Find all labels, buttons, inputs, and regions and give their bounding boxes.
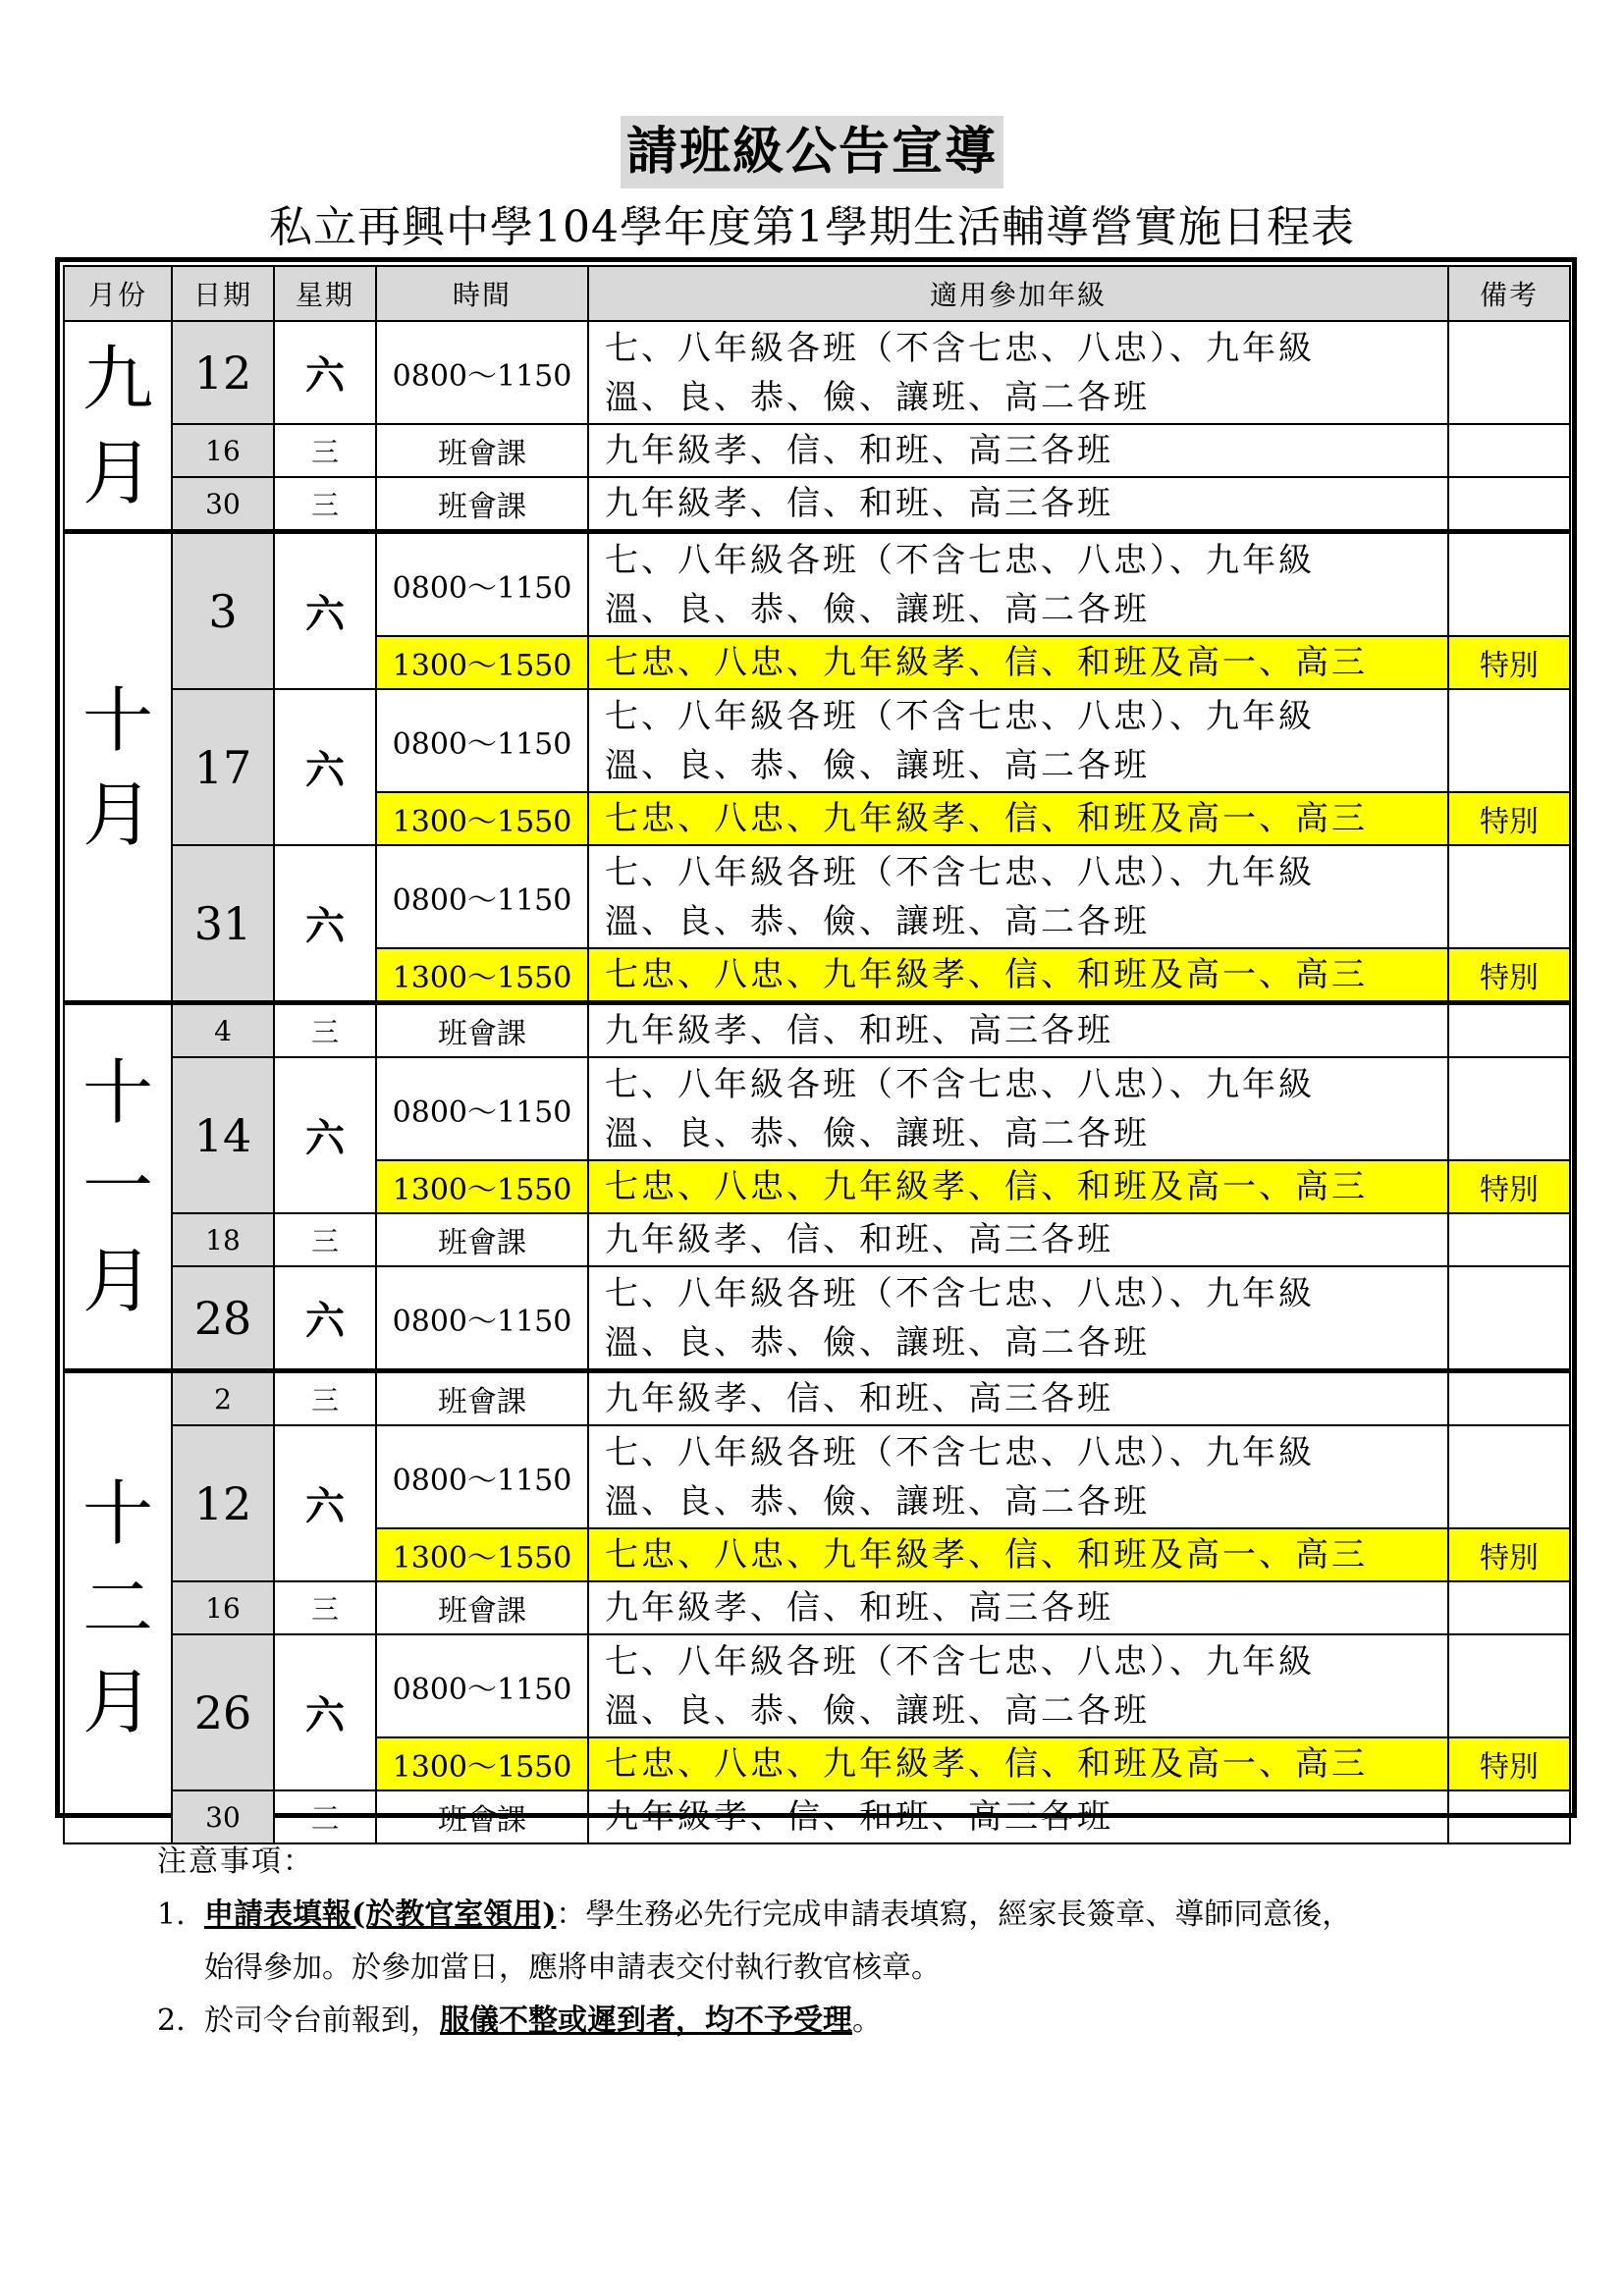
date-cell: 18 <box>172 1213 274 1266</box>
time-cell: 0800～1150 <box>376 532 588 637</box>
note-item-1 <box>157 1889 1551 1995</box>
grades-cell: 九年級孝、信、和班、高三各班 <box>588 477 1448 532</box>
note-text: 。 <box>852 2003 882 2038</box>
grades-cell: 七、八年級各班（不含七忠、八忠）、九年級 溫、良、恭、儉、讓班、高二各班 <box>588 1057 1448 1160</box>
weekday-cell: 三 <box>274 424 376 477</box>
note-cell <box>1448 1213 1570 1266</box>
table-row <box>64 1581 1570 1634</box>
grades-cell: 九年級孝、信、和班、高三各班 <box>588 1003 1448 1058</box>
weekday-cell: 六 <box>274 845 376 1003</box>
note-cell: 特別 <box>1448 1160 1570 1213</box>
grades-cell: 九年級孝、信、和班、高三各班 <box>588 1581 1448 1634</box>
note-cell <box>1448 1634 1570 1737</box>
note-emphasis: 服儀不整或遲到者，均不予受理 <box>440 2003 852 2038</box>
table-row <box>64 532 1570 637</box>
note-cell: 特別 <box>1448 948 1570 1003</box>
time-cell: 班會課 <box>376 1213 588 1266</box>
notes-section <box>157 1836 1551 2048</box>
table-row <box>64 1213 1570 1266</box>
header-weekday: 星期 <box>274 266 376 321</box>
grades-cell: 九年級孝、信、和班、高三各班 <box>588 1790 1448 1843</box>
note-cell <box>1448 477 1570 532</box>
grades-cell: 七忠、八忠、九年級孝、信、和班及高一、高三 <box>588 636 1448 689</box>
table-row <box>64 1266 1570 1371</box>
table-row <box>64 1003 1570 1058</box>
date-cell: 4 <box>172 1003 274 1058</box>
grades-cell: 七、八年級各班（不含七忠、八忠）、九年級 溫、良、恭、儉、讓班、高二各班 <box>588 321 1448 424</box>
note-cell <box>1448 1003 1570 1058</box>
grades-cell: 七、八年級各班（不含七忠、八忠）、九年級 溫、良、恭、儉、讓班、高二各班 <box>588 1425 1448 1528</box>
grades-cell: 七、八年級各班（不含七忠、八忠）、九年級 溫、良、恭、儉、讓班、高二各班 <box>588 1634 1448 1737</box>
time-cell: 0800～1150 <box>376 845 588 948</box>
table-row <box>64 1057 1570 1160</box>
note-cell <box>1448 1581 1570 1634</box>
note-cell <box>1448 424 1570 477</box>
table-row <box>64 845 1570 948</box>
header-note: 備考 <box>1448 266 1570 321</box>
grades-cell: 七、八年級各班（不含七忠、八忠）、九年級 溫、良、恭、儉、讓班、高二各班 <box>588 1266 1448 1371</box>
note-number: 1. <box>157 1897 186 1932</box>
date-cell: 31 <box>172 845 274 1003</box>
time-cell: 1300～1550 <box>376 792 588 845</box>
note-emphasis: 申請表填報(於教官室領用) <box>204 1897 557 1932</box>
header-time: 時間 <box>376 266 588 321</box>
weekday-cell: 六 <box>274 532 376 690</box>
document-title: 私立再興中學104學年度第1學期生活輔導營實施日程表 <box>269 202 1355 252</box>
weekday-cell: 三 <box>274 1003 376 1058</box>
time-cell: 班會課 <box>376 1790 588 1843</box>
note-cell: 特別 <box>1448 636 1570 689</box>
note-cell <box>1448 321 1570 424</box>
notes-heading: 注意事項： <box>157 1844 314 1879</box>
table-row <box>64 477 1570 532</box>
month-cell-october: 十 月 <box>64 532 172 1003</box>
note-cell <box>1448 1266 1570 1371</box>
date-cell: 12 <box>172 321 274 424</box>
weekday-cell: 三 <box>274 1790 376 1843</box>
note-text: 於司令台前報到， <box>204 2003 440 2038</box>
grades-cell: 七、八年級各班（不含七忠、八忠）、九年級 溫、良、恭、儉、讓班、高二各班 <box>588 689 1448 792</box>
time-cell: 1300～1550 <box>376 948 588 1003</box>
note-cell: 特別 <box>1448 792 1570 845</box>
time-cell: 1300～1550 <box>376 1160 588 1213</box>
header-date: 日期 <box>172 266 274 321</box>
note-number: 2. <box>157 2003 186 2038</box>
note-cell <box>1448 532 1570 637</box>
note-cell <box>1448 845 1570 948</box>
notice-title: 請班級公告宣導 <box>621 116 1003 188</box>
schedule-table <box>63 265 1571 1844</box>
time-cell: 0800～1150 <box>376 1057 588 1160</box>
weekday-cell: 六 <box>274 321 376 424</box>
note-text: ：學生務必先行完成申請表填寫，經家長簽章、導師同意後， <box>556 1897 1352 1932</box>
time-cell: 0800～1150 <box>376 321 588 424</box>
header-grades: 適用參加年級 <box>588 266 1448 321</box>
date-cell: 12 <box>172 1425 274 1581</box>
grades-cell: 七忠、八忠、九年級孝、信、和班及高一、高三 <box>588 1737 1448 1790</box>
weekday-cell: 六 <box>274 1057 376 1213</box>
grades-cell: 九年級孝、信、和班、高三各班 <box>588 1213 1448 1266</box>
weekday-cell: 六 <box>274 1425 376 1581</box>
note-cell <box>1448 1057 1570 1160</box>
time-cell: 0800～1150 <box>376 689 588 792</box>
note-cell <box>1448 689 1570 792</box>
weekday-cell: 六 <box>274 1266 376 1371</box>
grades-cell: 九年級孝、信、和班、高三各班 <box>588 1371 1448 1426</box>
time-cell: 班會課 <box>376 424 588 477</box>
weekday-cell: 三 <box>274 1581 376 1634</box>
time-cell: 1300～1550 <box>376 1737 588 1790</box>
grades-cell: 七忠、八忠、九年級孝、信、和班及高一、高三 <box>588 1528 1448 1581</box>
notice-title-wrap <box>0 116 1624 188</box>
date-cell: 2 <box>172 1371 274 1426</box>
date-cell: 30 <box>172 477 274 532</box>
table-row <box>64 424 1570 477</box>
header-month: 月份 <box>64 266 172 321</box>
date-cell: 26 <box>172 1634 274 1790</box>
month-cell-december: 十 二 月 <box>64 1371 172 1844</box>
time-cell: 1300～1550 <box>376 636 588 689</box>
grades-cell: 九年級孝、信、和班、高三各班 <box>588 424 1448 477</box>
note-item-2 <box>157 1995 1551 2048</box>
grades-cell: 七忠、八忠、九年級孝、信、和班及高一、高三 <box>588 948 1448 1003</box>
grades-cell: 七、八年級各班（不含七忠、八忠）、九年級 溫、良、恭、儉、讓班、高二各班 <box>588 845 1448 948</box>
weekday-cell: 三 <box>274 1371 376 1426</box>
date-cell: 16 <box>172 424 274 477</box>
table-row <box>64 689 1570 792</box>
weekday-cell: 六 <box>274 689 376 845</box>
weekday-cell: 三 <box>274 1213 376 1266</box>
date-cell: 17 <box>172 689 274 845</box>
table-row <box>64 321 1570 424</box>
date-cell: 28 <box>172 1266 274 1371</box>
grades-cell: 七、八年級各班（不含七忠、八忠）、九年級 溫、良、恭、儉、讓班、高二各班 <box>588 532 1448 637</box>
weekday-cell: 六 <box>274 1634 376 1790</box>
note-cell <box>1448 1425 1570 1528</box>
date-cell: 3 <box>172 532 274 690</box>
table-row <box>64 1425 1570 1528</box>
time-cell: 1300～1550 <box>376 1528 588 1581</box>
weekday-cell: 三 <box>274 477 376 532</box>
month-cell-november: 十 一 月 <box>64 1003 172 1371</box>
time-cell: 班會課 <box>376 1371 588 1426</box>
table-row <box>64 1634 1570 1737</box>
date-cell: 30 <box>172 1790 274 1843</box>
note-text: 始得參加。於參加當日，應將申請表交付執行教官核章。 <box>204 1950 941 1985</box>
note-cell <box>1448 1371 1570 1426</box>
month-cell-september: 九 月 <box>64 321 172 532</box>
time-cell: 班會課 <box>376 1581 588 1634</box>
table-row <box>64 1371 1570 1426</box>
grades-cell: 七忠、八忠、九年級孝、信、和班及高一、高三 <box>588 1160 1448 1213</box>
grades-cell: 七忠、八忠、九年級孝、信、和班及高一、高三 <box>588 792 1448 845</box>
date-cell: 14 <box>172 1057 274 1213</box>
time-cell: 班會課 <box>376 477 588 532</box>
time-cell: 0800～1150 <box>376 1266 588 1371</box>
date-cell: 16 <box>172 1581 274 1634</box>
time-cell: 0800～1150 <box>376 1425 588 1528</box>
note-cell: 特別 <box>1448 1737 1570 1790</box>
note-cell: 特別 <box>1448 1528 1570 1581</box>
header-row <box>64 266 1570 321</box>
time-cell: 0800～1150 <box>376 1634 588 1737</box>
time-cell: 班會課 <box>376 1003 588 1058</box>
